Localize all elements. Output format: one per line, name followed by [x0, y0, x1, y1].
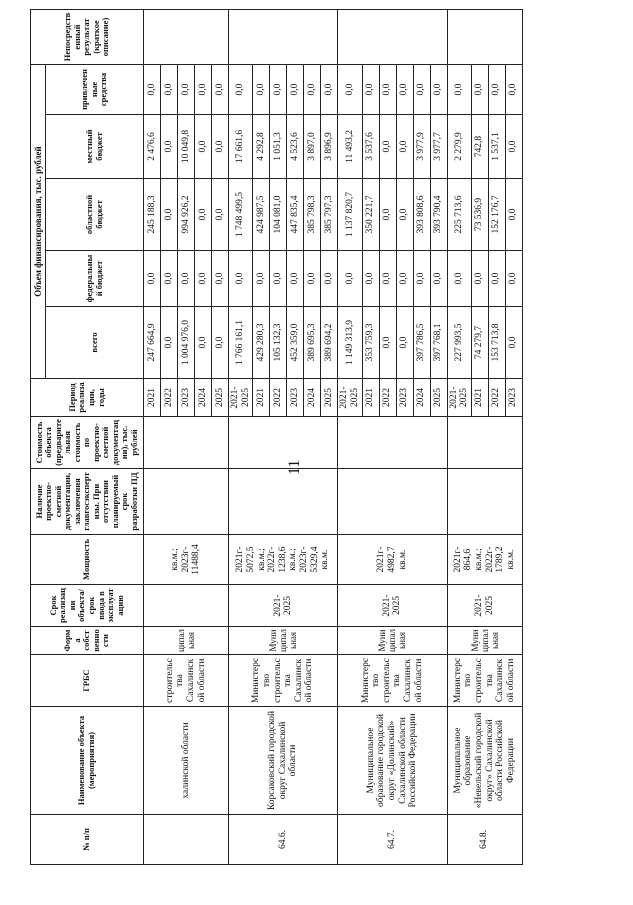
federal-cell: 0,0 — [253, 251, 270, 307]
docs-cell — [229, 469, 338, 535]
total-cell: 0,0 — [161, 307, 178, 379]
total-cell: 0,0 — [396, 307, 413, 379]
header-regional: областной бюджет — [46, 179, 144, 251]
object-name: Муниципальное образование городской округ «Долинский» Сахалинской области Российской Федерации — [338, 707, 447, 815]
attracted-cell: 0,0 — [362, 65, 379, 115]
period-cell: 2021-2025 — [229, 585, 338, 627]
total-cell: 0,0 — [505, 307, 522, 379]
total-cell: 1 004 976,0 — [178, 307, 195, 379]
federal-cell: 0,0 — [229, 251, 253, 307]
regional-cell: 225 713,6 — [447, 179, 471, 251]
header-local: местный бюджет — [46, 115, 144, 179]
capacity-cell: 2021г- 5072,5 кв.м.; 2022г- 1238,6 кв.м.; 2023г- 5329,4 кв.м. — [229, 535, 338, 585]
table-header — [31, 10, 144, 865]
regional-cell: 0,0 — [379, 179, 396, 251]
regional-cell: 447 835,4 — [287, 179, 304, 251]
local-cell: 10 049,8 — [178, 115, 195, 179]
year-cell: 2023 — [396, 379, 413, 417]
total-cell: 452 359,0 — [287, 307, 304, 379]
attracted-cell: 0,0 — [505, 65, 522, 115]
result-cell — [144, 10, 229, 65]
year-cell: 2022 — [379, 379, 396, 417]
row-num — [144, 815, 229, 865]
attracted-cell: 0,0 — [338, 65, 362, 115]
year-cell: 2024 — [413, 379, 430, 417]
year-cell: 2022 — [161, 379, 178, 417]
total-cell: 1 149 313,9 — [338, 307, 362, 379]
object-name: халинской области — [144, 707, 229, 815]
attracted-cell: 0,0 — [304, 65, 321, 115]
attracted-cell: 0,0 — [195, 65, 212, 115]
federal-cell: 0,0 — [413, 251, 430, 307]
year-cell: 2024 — [195, 379, 212, 417]
regional-cell: 152 176,7 — [488, 179, 505, 251]
row-num: 64.8. — [447, 815, 522, 865]
local-cell: 742,8 — [471, 115, 488, 179]
year-cell: 2021-2025 — [447, 379, 471, 417]
local-cell: 0,0 — [161, 115, 178, 179]
row-num: 64.7. — [338, 815, 447, 865]
capacity-cell: 2021г- 864,6 кв.м.; 2022г- 1789,2 кв.м. — [447, 535, 522, 585]
attracted-cell: 0,0 — [178, 65, 195, 115]
regional-cell: 393 808,6 — [413, 179, 430, 251]
attracted-cell: 0,0 — [287, 65, 304, 115]
year-cell: 2025 — [321, 379, 338, 417]
local-cell: 0,0 — [195, 115, 212, 179]
local-cell: 1 537,1 — [488, 115, 505, 179]
local-cell: 3 977,9 — [413, 115, 430, 179]
ownership-cell: ципальная — [144, 627, 229, 655]
total-cell: 397 768,1 — [430, 307, 447, 379]
attracted-cell: 0,0 — [430, 65, 447, 115]
local-cell: 3 896,9 — [321, 115, 338, 179]
local-cell: 2 279,9 — [447, 115, 471, 179]
attracted-cell: 0,0 — [413, 65, 430, 115]
federal-cell: 0,0 — [161, 251, 178, 307]
federal-cell: 0,0 — [270, 251, 287, 307]
total-cell: 247 664,9 — [144, 307, 161, 379]
year-cell: 2021 — [362, 379, 379, 417]
local-cell: 17 661,6 — [229, 115, 253, 179]
federal-cell: 0,0 — [321, 251, 338, 307]
attracted-cell: 0,0 — [161, 65, 178, 115]
regional-cell: 1 748 499,5 — [229, 179, 253, 251]
year-cell: 2021 — [144, 379, 161, 417]
attracted-cell: 0,0 — [447, 65, 471, 115]
header-period: Срок реализации объекта/срок ввода в эксплуатацию — [31, 585, 144, 627]
grbs-cell: Министерство строительства Сахалинской области — [229, 655, 338, 707]
object-name: Корсаковский городской округ Сахалинской области — [229, 707, 338, 815]
grbs-cell: Министерство строительства Сахалинской области — [447, 655, 522, 707]
period-cell: 2021-2025 — [338, 585, 447, 627]
result-cell — [229, 10, 338, 65]
regional-cell: 385 798,3 — [304, 179, 321, 251]
total-cell: 389 694,2 — [321, 307, 338, 379]
total-cell: 0,0 — [212, 307, 229, 379]
table-body — [144, 10, 523, 865]
attracted-cell: 0,0 — [396, 65, 413, 115]
year-cell: 2023 — [505, 379, 522, 417]
federal-cell: 0,0 — [488, 251, 505, 307]
total-cell: 353 759,3 — [362, 307, 379, 379]
ownership-cell: Муниципальная — [338, 627, 447, 655]
table-row — [144, 10, 161, 865]
total-cell: 397 786,5 — [413, 307, 430, 379]
attracted-cell: 0,0 — [212, 65, 229, 115]
total-cell: 429 280,3 — [253, 307, 270, 379]
federal-cell: 0,0 — [362, 251, 379, 307]
total-cell: 227 993,5 — [447, 307, 471, 379]
cost-cell — [229, 417, 338, 469]
local-cell: 3 897,0 — [304, 115, 321, 179]
cost-cell — [144, 417, 229, 469]
result-cell — [338, 10, 447, 65]
header-funding-title: Объем финансирования, тыс. рублей — [31, 65, 46, 379]
local-cell: 4 523,6 — [287, 115, 304, 179]
header-federal: федеральный бюджет — [46, 251, 144, 307]
local-cell: 2 476,6 — [144, 115, 161, 179]
table-row — [447, 10, 471, 865]
local-cell: 4 292,8 — [253, 115, 270, 179]
regional-cell: 0,0 — [161, 179, 178, 251]
header-result: Непосредственный результат (краткое описание) — [31, 10, 144, 65]
federal-cell: 0,0 — [430, 251, 447, 307]
year-cell: 2025 — [212, 379, 229, 417]
ownership-cell: Муниципальная — [229, 627, 338, 655]
header-name: Наименование объекта (мероприятия) — [31, 707, 144, 815]
grbs-cell: Министерство строительства Сахалинской области — [338, 655, 447, 707]
capacity-cell: кв.м.; 2023г- 11488,4 — [144, 535, 229, 585]
docs-cell — [144, 469, 229, 535]
table-row — [229, 10, 253, 865]
regional-cell: 994 926,2 — [178, 179, 195, 251]
total-cell: 105 132,3 — [270, 307, 287, 379]
regional-cell: 0,0 — [195, 179, 212, 251]
year-cell: 2021 — [471, 379, 488, 417]
total-cell: 389 695,3 — [304, 307, 321, 379]
regional-cell: 385 797,3 — [321, 179, 338, 251]
regional-cell: 0,0 — [396, 179, 413, 251]
federal-cell: 0,0 — [178, 251, 195, 307]
header-grbs: ГРБС — [31, 655, 144, 707]
federal-cell: 0,0 — [505, 251, 522, 307]
local-cell: 3 977,7 — [430, 115, 447, 179]
year-cell: 2022 — [270, 379, 287, 417]
year-cell: 2021-2025 — [229, 379, 253, 417]
docs-cell — [447, 469, 522, 535]
federal-cell: 0,0 — [212, 251, 229, 307]
header-num: № п/п — [31, 815, 144, 865]
header-capacity: Мощность — [31, 535, 144, 585]
year-cell: 2023 — [178, 379, 195, 417]
header-ownership: Форма собственности — [31, 627, 144, 655]
attracted-cell: 0,0 — [229, 65, 253, 115]
federal-cell: 0,0 — [338, 251, 362, 307]
regional-cell: 393 790,4 — [430, 179, 447, 251]
local-cell: 0,0 — [396, 115, 413, 179]
local-cell: 11 493,2 — [338, 115, 362, 179]
federal-cell: 0,0 — [304, 251, 321, 307]
local-cell: 3 537,6 — [362, 115, 379, 179]
attracted-cell: 0,0 — [270, 65, 287, 115]
cost-cell — [447, 417, 522, 469]
federal-cell: 0,0 — [144, 251, 161, 307]
total-cell: 1 766 161,1 — [229, 307, 253, 379]
federal-cell: 0,0 — [379, 251, 396, 307]
header-cost: Стоимость объекта (предварительная стоимость по проектно-сметной документации), тыс. рублей — [31, 417, 144, 469]
year-cell: 2023 — [287, 379, 304, 417]
regional-cell: 350 221,7 — [362, 179, 379, 251]
year-cell: 2021 — [253, 379, 270, 417]
period-cell — [144, 585, 229, 627]
attracted-cell: 0,0 — [488, 65, 505, 115]
year-cell: 2024 — [304, 379, 321, 417]
attracted-cell: 0,0 — [253, 65, 270, 115]
total-cell: 0,0 — [195, 307, 212, 379]
year-cell: 2025 — [430, 379, 447, 417]
ownership-cell: Муниципальная — [447, 627, 522, 655]
financing-table — [30, 9, 523, 865]
page-number: 11 — [286, 459, 303, 475]
cost-cell — [338, 417, 447, 469]
federal-cell: 0,0 — [287, 251, 304, 307]
local-cell: 0,0 — [379, 115, 396, 179]
attracted-cell: 0,0 — [379, 65, 396, 115]
period-cell: 2021-2025 — [447, 585, 522, 627]
federal-cell: 0,0 — [195, 251, 212, 307]
federal-cell: 0,0 — [447, 251, 471, 307]
regional-cell: 73 536,9 — [471, 179, 488, 251]
local-cell: 0,0 — [505, 115, 522, 179]
grbs-cell: строительства Сахалинской области — [144, 655, 229, 707]
attracted-cell: 0,0 — [321, 65, 338, 115]
object-name: Муниципальное образование «Невельский городской округ» Сахалинской области Российской Федерации — [447, 707, 522, 815]
year-cell: 2022 — [488, 379, 505, 417]
row-num: 64.6. — [229, 815, 338, 865]
local-cell: 0,0 — [212, 115, 229, 179]
attracted-cell: 0,0 — [471, 65, 488, 115]
header-years: Период реализации, годы — [31, 379, 144, 417]
total-cell: 153 713,8 — [488, 307, 505, 379]
header-total: всего — [46, 307, 144, 379]
capacity-cell: 2021г- 4982,7 кв.м. — [338, 535, 447, 585]
regional-cell: 424 987,5 — [253, 179, 270, 251]
regional-cell: 0,0 — [212, 179, 229, 251]
total-cell: 0,0 — [379, 307, 396, 379]
result-cell — [447, 10, 522, 65]
regional-cell: 0,0 — [505, 179, 522, 251]
docs-cell — [338, 469, 447, 535]
header-attracted: привлеченные средства — [46, 65, 144, 115]
table-row — [338, 10, 362, 865]
regional-cell: 245 188,3 — [144, 179, 161, 251]
federal-cell: 0,0 — [471, 251, 488, 307]
regional-cell: 104 081,0 — [270, 179, 287, 251]
header-docs: Наличие проектно-сметной документации, заключения главгосэкспертизы. При отсутствии планируемый срок разработки ПД — [31, 469, 144, 535]
year-cell: 2021-2025 — [338, 379, 362, 417]
attracted-cell: 0,0 — [144, 65, 161, 115]
regional-cell: 1 137 820,7 — [338, 179, 362, 251]
federal-cell: 0,0 — [396, 251, 413, 307]
local-cell: 1 051,3 — [270, 115, 287, 179]
total-cell: 74 279,7 — [471, 307, 488, 379]
